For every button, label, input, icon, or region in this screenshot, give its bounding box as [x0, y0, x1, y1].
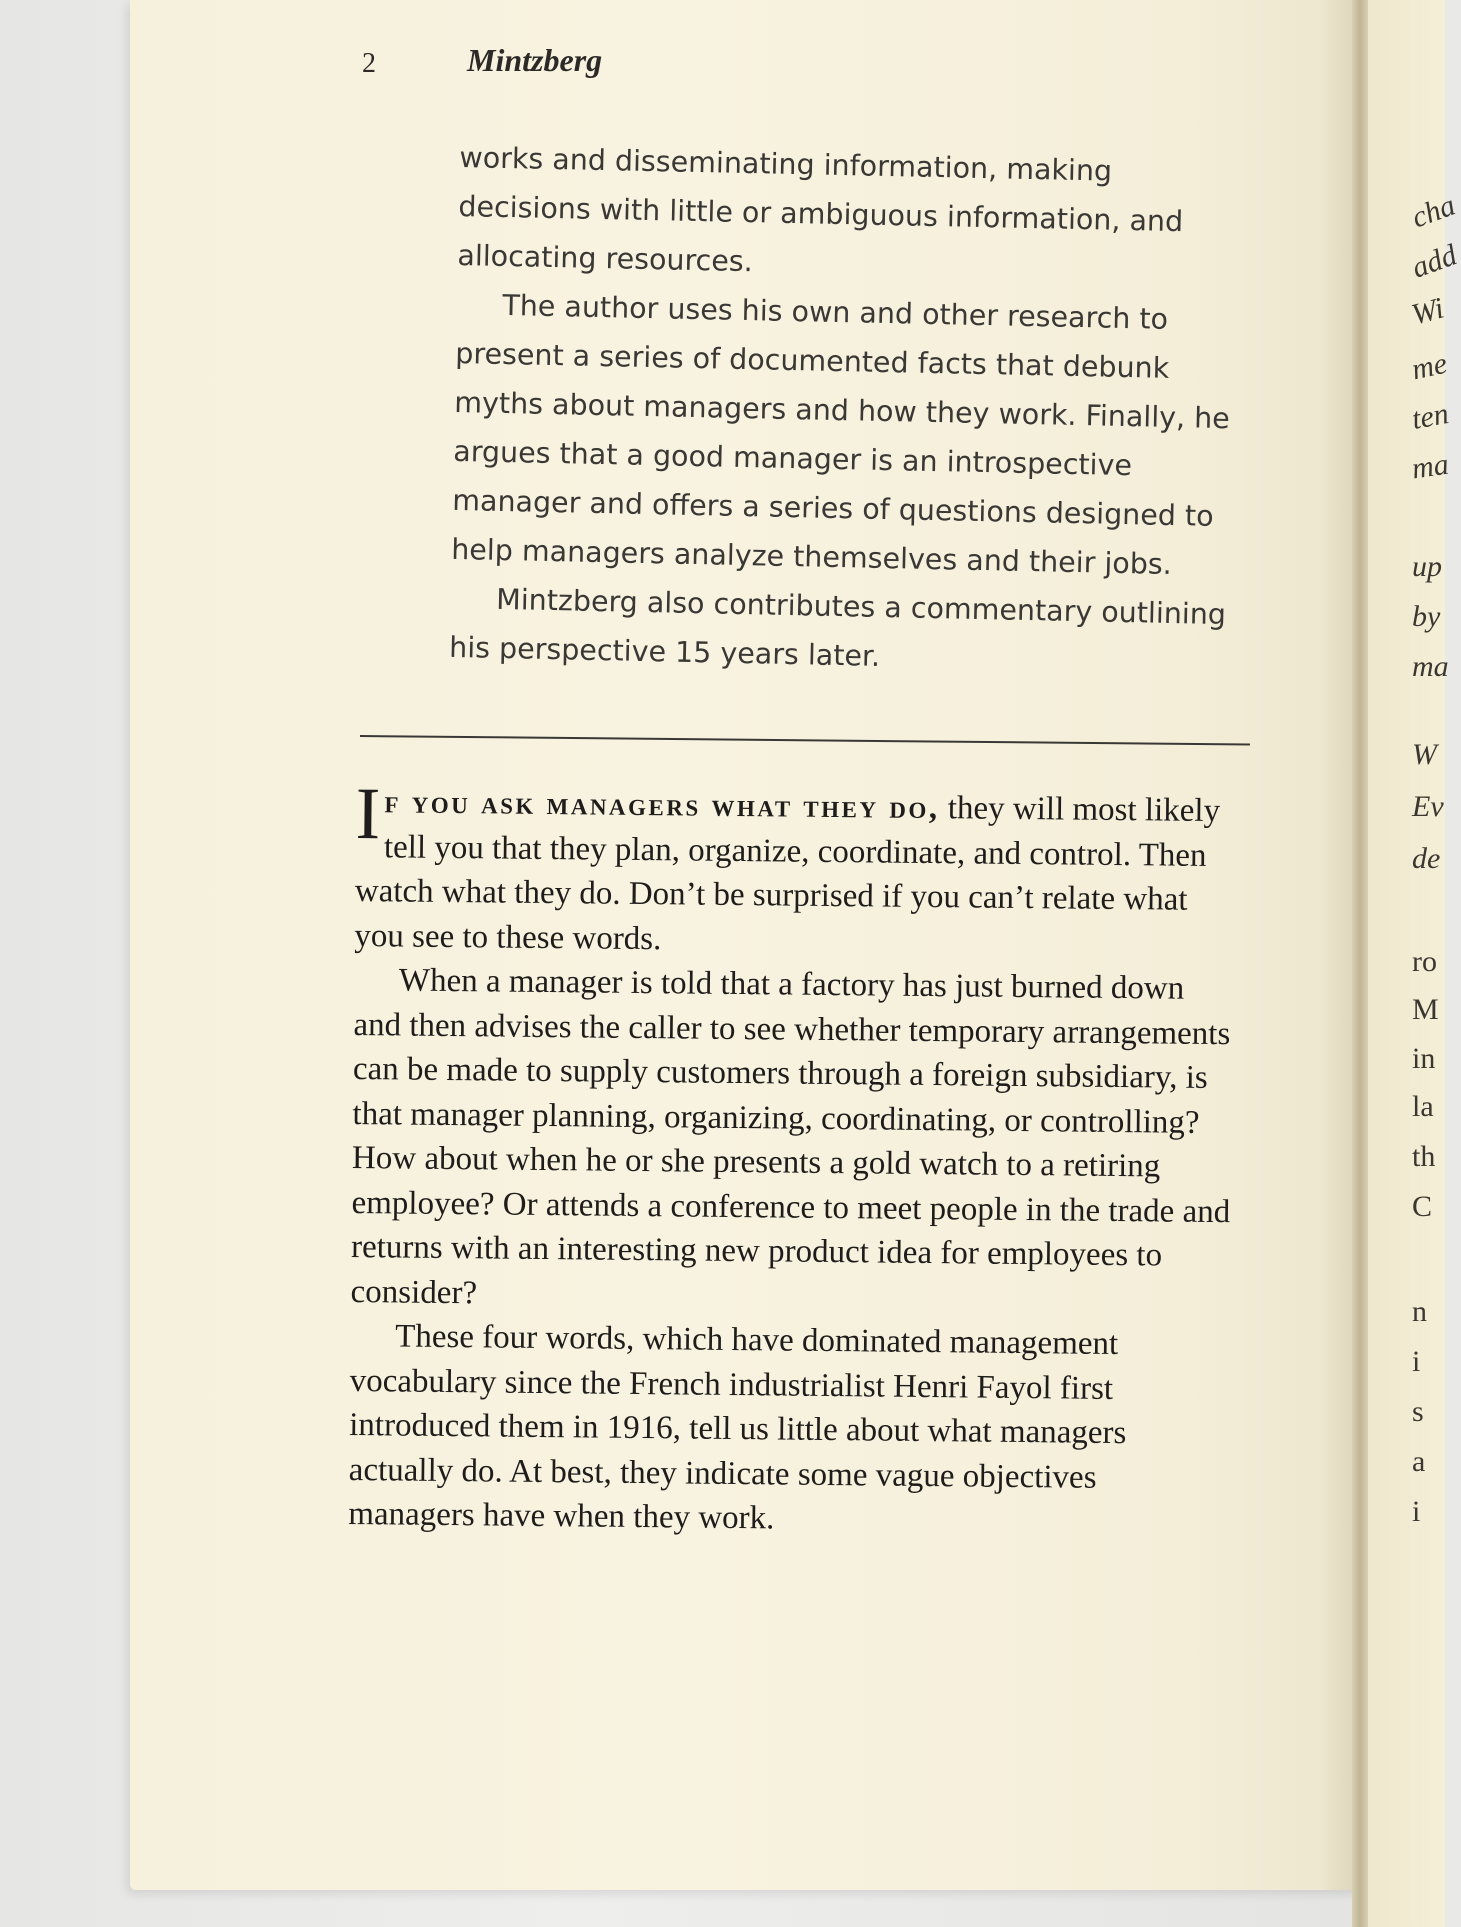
next-page-fragment: in — [1412, 1042, 1436, 1075]
next-page-fragment: s — [1412, 1395, 1424, 1428]
next-page-fragment: ten — [1409, 397, 1452, 436]
next-page-fragment: n — [1412, 1295, 1427, 1328]
next-page-edge — [1368, 0, 1461, 1927]
next-page-fragment: W — [1412, 738, 1437, 771]
next-page-fragment: cha — [1407, 188, 1460, 235]
page-number: 2 — [362, 48, 376, 79]
running-head: Mintzberg — [467, 42, 603, 78]
next-page-fragment: la — [1412, 1090, 1434, 1123]
lead-in: f you ask managers what they do, — [384, 784, 940, 827]
article-paragraph: When a manager is told that a factory has just burned down and then advises the caller to see whether temporary arrangements can be made to supply customers through a foreign subsidiary, is that manager planning, organizing, coordinating, or controlling? How about when he or she presents a gold watch to a retiring employee? Or attends a conference to meet people in the trade and returns with an interesting new product idea for employees to consider? — [350, 962, 1231, 1311]
next-page-fragment: ma — [1412, 650, 1449, 683]
next-page-fragment: C — [1412, 1190, 1433, 1223]
next-page-fragment: me — [1408, 346, 1450, 387]
next-page-fragment: i — [1412, 1345, 1421, 1378]
paragraph-text: they will most likely tell you that they plan, organize, coordinate, and control. Then watch what they do. Don’t be surprised if you can’t relate what you see to these words. — [354, 790, 1221, 957]
abstract-paragraph: works and disseminating information, making decisions with little or ambiguous information, and allocating resources. — [457, 140, 1184, 279]
next-page-fragment: by — [1412, 600, 1441, 633]
book-gutter — [1352, 0, 1368, 1927]
next-page-fragment: add — [1407, 238, 1461, 285]
article-abstract — [449, 133, 1240, 688]
abstract-paragraph: Mintzberg also contributes a commentary outlining his perspective 15 years later. — [448, 582, 1227, 673]
next-page-fragment: th — [1412, 1140, 1436, 1173]
drop-cap: I — [355, 773, 381, 856]
next-page-fragment: Ev — [1412, 790, 1444, 823]
next-page-fragment: M — [1412, 993, 1439, 1026]
next-page-fragment: ro — [1412, 945, 1437, 978]
next-page-fragment: de — [1412, 842, 1441, 875]
article-paragraph — [354, 773, 1236, 967]
article-paragraph: These four words, which have dominated management vocabulary since the French industrialist Henri Fayol first introduced them in 1916, tell us little about what managers actually do. At best, they indicate some vague objectives managers have when they work. — [348, 1318, 1127, 1537]
abstract-paragraph: The author uses his own and other research to present a series of documented facts that debunk myths about managers and how they work. Finally, he argues that a good manager is an introspective manager and offers a series of questions designed to help managers analyze themselves and their jobs. — [450, 288, 1231, 581]
next-page-fragment: ma — [1409, 447, 1451, 486]
next-page-fragment: i — [1412, 1495, 1421, 1528]
next-page-fragment: a — [1412, 1445, 1426, 1478]
article-body — [348, 773, 1236, 1546]
next-page-fragment: Wi — [1408, 291, 1448, 332]
next-page-fragment: up — [1412, 550, 1442, 583]
